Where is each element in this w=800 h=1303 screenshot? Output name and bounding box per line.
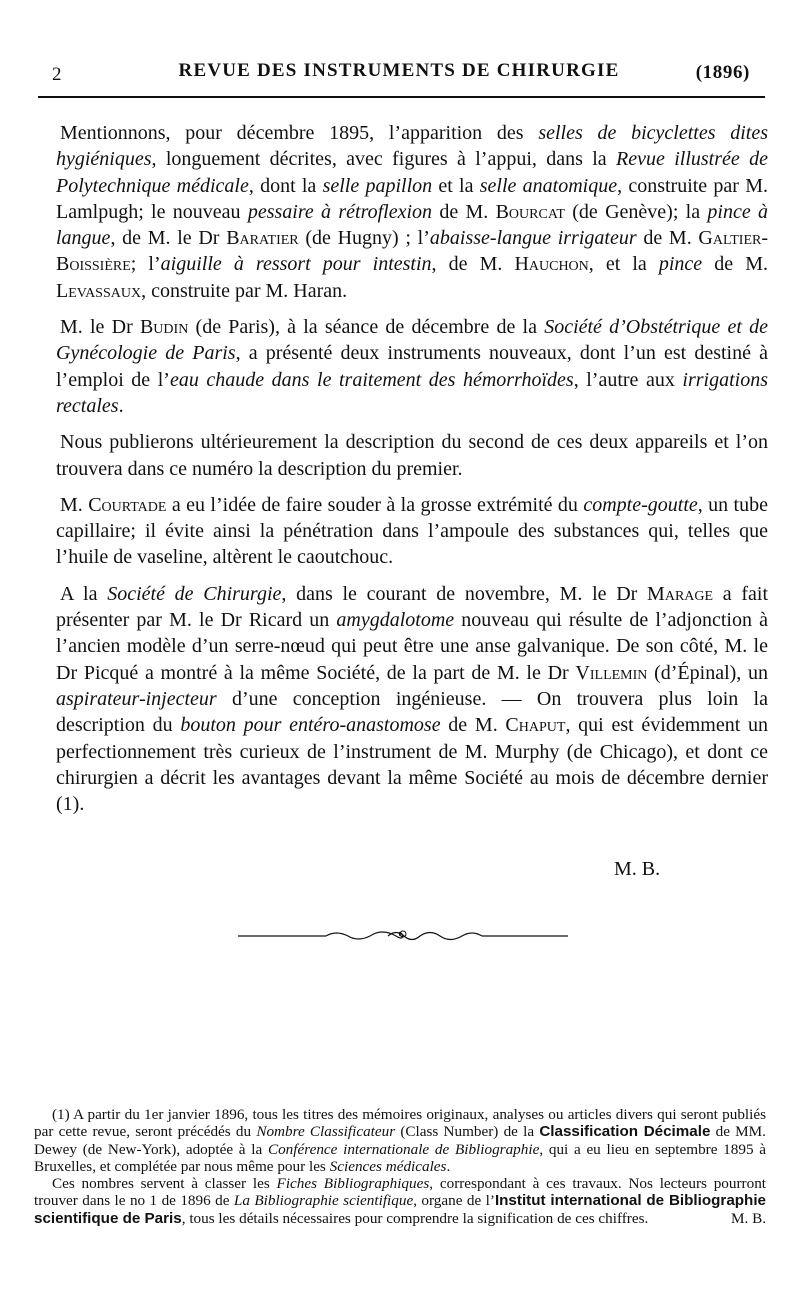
text-run: , de M. <box>431 253 515 276</box>
ornament-divider <box>238 924 568 948</box>
header-rule <box>38 96 765 98</box>
italic-run: Nombre Classificateur <box>256 1123 396 1141</box>
text-run: , dont la <box>248 174 323 197</box>
text-run: , organe de l’ <box>413 1192 495 1210</box>
text-run: a eu l’idée de faire souder à la grosse extrémité du <box>166 493 584 516</box>
text-run: de M. <box>432 200 496 223</box>
paragraph-2 <box>56 314 768 419</box>
footnote-2 <box>34 1175 766 1227</box>
text-run: d’une conception ingénieuse. — On trouvera plus loin la description du <box>56 687 768 737</box>
text-run: , a présenté deux instruments nouveaux, dont l’un est destiné à l’emploi de l’ <box>56 342 768 391</box>
name-smallcaps: Chaput <box>505 714 566 737</box>
text-run: M. le Dr <box>60 316 140 339</box>
name-smallcaps: Hauchon <box>514 253 589 276</box>
italic-run: Sciences médicales <box>329 1157 447 1175</box>
text-run: de M. <box>636 227 699 250</box>
text-run: (Class Number) de la <box>395 1123 540 1141</box>
name-smallcaps: Galtier-Boissière <box>56 227 768 276</box>
text-run: de M. <box>440 714 506 737</box>
text-run: , dans le courant de novembre, M. le Dr <box>281 582 648 605</box>
text-run: , correspondant à ces travaux. Nos lecteurs pourront trouver dans le no 1 de 1896 de <box>34 1175 767 1210</box>
italic-run: La Bibliographie scientifique <box>233 1192 414 1210</box>
footnote-signature: M. B. <box>730 1209 766 1227</box>
page-number: 2 <box>52 64 63 85</box>
text-run: A la <box>60 582 108 605</box>
italic-run: eau chaude dans le traitement des hémorrhoïdes <box>169 368 574 391</box>
name-smallcaps: Villemin <box>575 661 648 684</box>
page-header <box>38 58 760 90</box>
text-run: , tous les détails nécessaires pour comprendre la signification de ces chiffres. <box>181 1209 649 1227</box>
running-title: REVUE DES INSTRUMENTS DE CHIRURGIE <box>178 60 620 81</box>
text-run: Ces nombres servent à classer les <box>52 1175 277 1193</box>
name-smallcaps: Baratier <box>226 227 299 250</box>
text-run: M. <box>60 493 89 516</box>
italic-run: selles de bicyclettes dites hygiéniques <box>56 122 768 171</box>
text-run: , et la <box>588 253 659 276</box>
paragraph-5 <box>56 581 768 818</box>
italic-run: Fiches Bibliographiques <box>276 1175 430 1193</box>
footnotes <box>34 1106 766 1227</box>
text-run: ; l’ <box>130 253 161 276</box>
text-run: a fait présenter par M. le Dr Ricard un <box>56 582 769 632</box>
text-run: . <box>446 1157 451 1175</box>
name-smallcaps: Courtade <box>88 493 167 516</box>
italic-run: selle papillon <box>322 174 433 197</box>
name-smallcaps: Bourcat <box>495 200 565 223</box>
text-run: de M. <box>702 253 768 276</box>
text-run: et la <box>432 174 480 197</box>
text-run: , qui a eu lieu en septembre 1895 à Bruxelles, et complétée par nous même pour les <box>34 1140 767 1175</box>
italic-run: Société d’Obstétrique et de Gynécologie de Paris <box>56 316 768 365</box>
paragraph-1 <box>56 120 768 304</box>
text-run: , un tube capillaire; il évite ainsi la pénétration dans l’ampoule des substances qui, telles que l’huile de vaseline, altèrent le caoutchouc. <box>56 493 768 569</box>
italic-run: Revue illustrée de Polytechnique médicale <box>56 148 768 197</box>
name-smallcaps: Budin <box>139 316 189 339</box>
text-run: , construite par M. Haran. <box>141 279 348 302</box>
italic-run: pessaire à rétroflexion <box>247 200 433 223</box>
paragraph-4 <box>56 492 768 571</box>
text-run: (1) A partir du 1er janvier 1896, tous les titres des mémoires originaux, analyses ou articles divers qui seront publiés par cette revue, seront précédés du <box>34 1106 766 1141</box>
italic-run: compte-goutte <box>583 493 698 516</box>
text-run: (de Genève); la <box>564 200 708 223</box>
text-run: (d’Épinal), un <box>647 661 769 684</box>
italic-run: selle anatomique <box>479 174 618 197</box>
italic-run: abaisse-langue irrigateur <box>429 227 637 250</box>
text-run: , l’autre aux <box>573 368 683 391</box>
italic-run: pince <box>658 253 703 276</box>
name-smallcaps: Marage <box>647 582 714 605</box>
italic-run: irrigations rectales <box>56 368 768 417</box>
text-run: . <box>118 394 124 417</box>
text-run: , longuement décrites, avec figures à l’appui, dans la <box>151 148 617 171</box>
bold-run: Institut international de Bibliographie scientifique de Paris <box>34 1192 766 1227</box>
italic-run: aspirateur-injecteur <box>56 687 217 710</box>
article-body <box>56 120 768 827</box>
italic-run: pince à langue <box>56 200 769 250</box>
bold-run: Classification Décimale <box>539 1123 711 1141</box>
text-run: nouveau qui résulte de l’adjonction à l’ancien modèle d’un serre-nœud qui peut être une anse galvanique. De son côté, M. le Dr Picqué a montré à la même Société, de la part de M. le Dr <box>56 609 768 684</box>
text-run: Mentionnons, pour décembre 1895, l’apparition des <box>60 122 539 144</box>
text-run: de MM. Dewey (de New-York), adoptée à la <box>34 1123 766 1158</box>
italic-run: bouton pour entéro-anastomose <box>180 714 441 737</box>
header-year: (1896) <box>695 62 750 83</box>
footnote-1 <box>34 1106 766 1175</box>
italic-run: Société de Chirurgie <box>107 582 282 605</box>
italic-run: amygdalotome <box>336 609 455 632</box>
italic-run: aiguille à ressort pour intestin <box>160 253 432 276</box>
author-signature: M. B. <box>614 858 661 880</box>
paragraph-3: Nous publierons ultérieurement la description du second de ces deux appareils et l’on trouvera dans ce numéro la description du premier. <box>56 431 768 480</box>
text-run: , qui est évidemment un perfectionnement très curieux de l’instrument de M. Murphy (de Chicago), et dont ce chirurgien a décrit les avantages devant la même Société au mois de décembre dernier (1). <box>56 714 768 816</box>
text-run: , construite par M. Lamlpugh; le nouveau <box>56 174 768 223</box>
name-smallcaps: Levassaux <box>56 279 142 302</box>
text-run: , de M. le Dr <box>110 227 227 250</box>
text-run: (de Hugny) ; l’ <box>298 227 430 250</box>
italic-run: Conférence internationale de Bibliographie <box>267 1140 540 1158</box>
text-run: (de Paris), à la séance de décembre de la <box>188 316 545 339</box>
